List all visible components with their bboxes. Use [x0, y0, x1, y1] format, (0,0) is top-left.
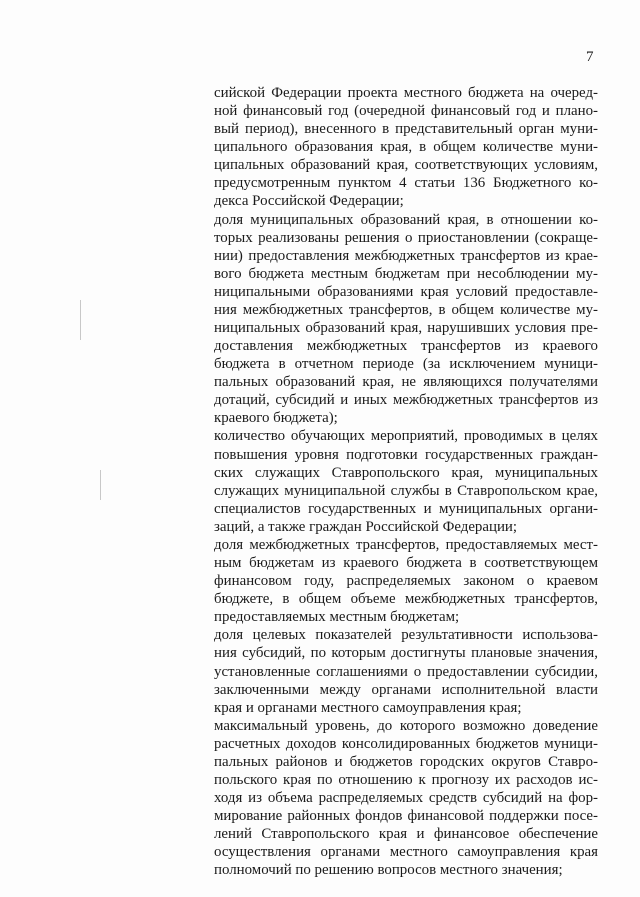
text-line: установленные соглашениями о предоставлении субсидии,	[214, 663, 598, 680]
page-number: 7	[586, 49, 594, 65]
text-line: краевого бюджета);	[214, 410, 338, 427]
text-line: финансовом году, распределяемых законом о краевом	[214, 573, 598, 590]
text-line: пальных образований края, не являющихся получателями	[214, 374, 598, 391]
text-line: ным бюджетам из краевого бюджета в соответствующем	[214, 555, 598, 572]
text-line: специалистов государственных и муниципальных органи-	[214, 500, 598, 517]
text-line: доля целевых показателей результативности использова-	[214, 627, 598, 644]
text-line: лений Ставропольского края и финансовое обеспечение	[214, 826, 598, 843]
text-line: расчетных доходов консолидированных бюджетов муници-	[214, 735, 598, 752]
text-line: осуществления органами местного самоуправления края	[214, 844, 598, 861]
text-line: торых реализованы решения о приостановлении (сокраще-	[214, 229, 598, 246]
text-line: сийской Федерации проекта местного бюджета на очеред-	[214, 85, 598, 101]
text-line: вый период), внесенного в представительный орган муни-	[214, 121, 598, 138]
text-line: служащих муниципальной службы в Ставропольском крае,	[214, 482, 598, 499]
text-line: повышения уровня подготовки государственных граждан-	[214, 446, 598, 463]
text-line: ходя из объема распределяемых средств субсидий на фор-	[214, 790, 598, 807]
text-line: доставления межбюджетных трансфертов из краевого	[214, 338, 598, 355]
text-line: пальных районов и бюджетов городских округов Ставро-	[214, 753, 598, 770]
text-line: полномочий по решению вопросов местного значения;	[214, 862, 563, 879]
text-line: количество обучающих мероприятий, проводимых в целях	[214, 428, 598, 445]
scan-artifact	[80, 300, 81, 340]
text-line: мирование районных фондов финансовой поддержки посе-	[214, 808, 598, 825]
text-line: бюджете, в общем объеме межбюджетных трансфертов,	[214, 591, 598, 608]
text-line: вого бюджета местным бюджетам при несоблюдении му-	[214, 265, 598, 282]
text-line: ной финансовый год (очередной финансовый год и плано-	[214, 103, 598, 120]
text-line: ниципальных образований края, нарушивших условия пре-	[214, 320, 598, 337]
text-line: бюджета в отчетном периоде (за исключением муници-	[214, 356, 598, 373]
text-line: края и органами местного самоуправления края;	[214, 699, 522, 716]
scan-artifact	[100, 470, 101, 500]
text-line: ских служащих Ставропольского края, муниципальных	[214, 464, 598, 481]
text-line: заций, а также граждан Российской Федерации;	[214, 518, 518, 535]
text-line: доля межбюджетных трансфертов, предоставляемых мест-	[214, 536, 598, 553]
body-text	[214, 84, 598, 879]
text-line: дотаций, субсидий и иных межбюджетных трансфертов из	[214, 392, 598, 409]
text-line: предоставляемых местным бюджетам;	[214, 609, 460, 626]
text-line: ципальных образований края, соответствующих условиям,	[214, 157, 598, 174]
text-line: ципального образования края, в общем количестве муни-	[214, 139, 598, 156]
text-line: ниципальными образованиями края условий предоставле-	[214, 283, 598, 300]
text-line: ния межбюджетных трансфертов, в общем количестве му-	[214, 301, 598, 318]
text-line: декса Российской Федерации;	[214, 193, 404, 210]
text-line: польского края по отношению к прогнозу их расходов ис-	[214, 771, 598, 788]
text-line: максимальный уровень, до которого возможно доведение	[214, 717, 598, 734]
text-line: доля муниципальных образований края, в отношении ко-	[214, 211, 598, 228]
text-line: предусмотренным пунктом 4 статьи 136 Бюджетного ко-	[214, 175, 598, 192]
text-line: заключенными между органами исполнительной власти	[214, 681, 598, 698]
text-line: нии) предоставления межбюджетных трансфертов из крае-	[214, 247, 598, 264]
text-line: ния субсидий, по которым достигнуты плановые значения,	[214, 645, 598, 662]
